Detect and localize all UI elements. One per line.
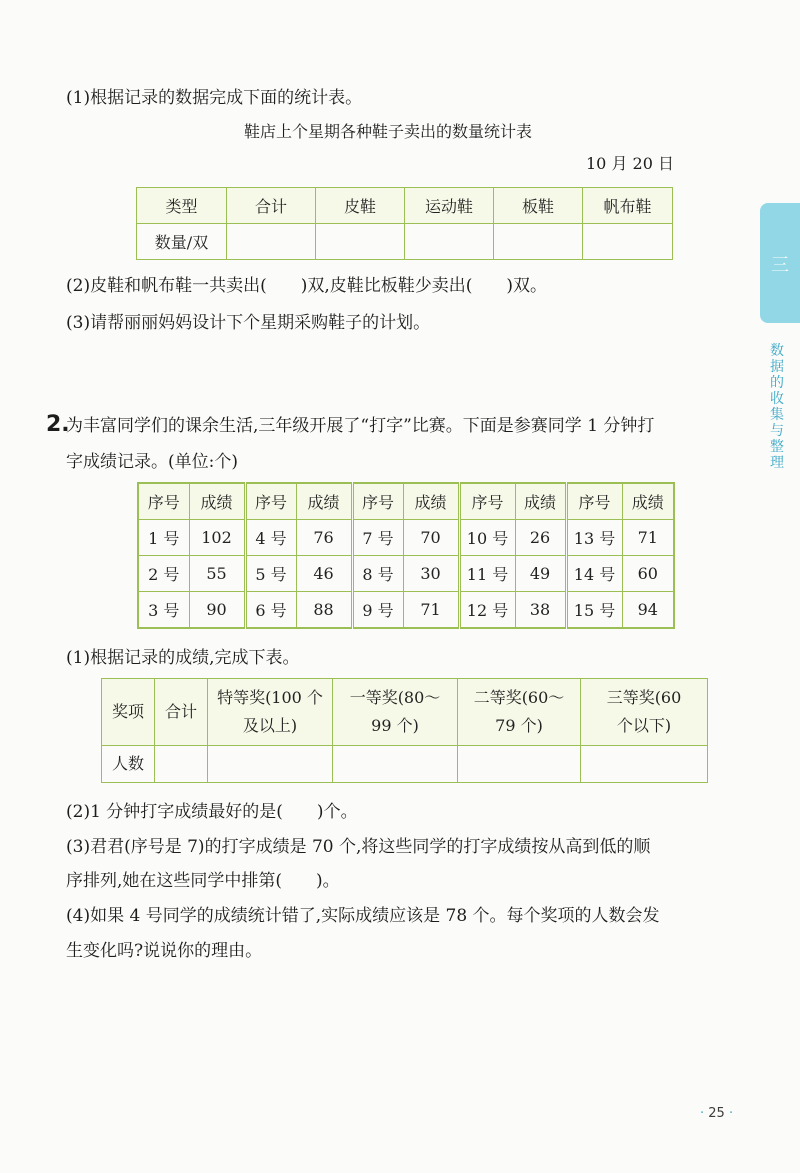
table-title: 鞋店上个星期各种鞋子卖出的数量统计表: [244, 122, 533, 141]
header-third-award: [581, 679, 708, 746]
page-number-text: 25: [708, 1106, 725, 1121]
header-text: 三等奖(60: [606, 688, 682, 707]
header-cell: 合计: [155, 679, 208, 746]
record-score: 55: [189, 556, 245, 592]
question-2-1: (1)根据记录的成绩,完成下表。: [66, 648, 300, 668]
record-id: 15 号: [566, 592, 622, 629]
header-text: 二等奖(60～: [473, 688, 565, 707]
table-row: [138, 556, 674, 592]
header-text: 一等奖(80～: [349, 688, 441, 707]
table-date: 10 月 20 日: [586, 154, 674, 173]
question-2-4-line2: 生变化吗?说说你的理由。: [66, 941, 263, 961]
blank-cell[interactable]: [208, 746, 333, 783]
record-score: 49: [515, 556, 566, 592]
record-score: 30: [403, 556, 459, 592]
row-label: 人数: [102, 746, 155, 783]
record-id: 5 号: [245, 556, 296, 592]
record-score: 60: [622, 556, 674, 592]
page-dot: ·: [700, 1106, 705, 1121]
problem-number: 2.: [46, 412, 70, 437]
typing-record-table: [137, 482, 675, 629]
blank-cell[interactable]: [583, 224, 673, 260]
header-cell: 序号: [138, 483, 189, 520]
record-score: 76: [296, 520, 352, 556]
record-id: 4 号: [245, 520, 296, 556]
question-1-1: (1)根据记录的数据完成下面的统计表。: [66, 88, 363, 108]
record-id: 2 号: [138, 556, 189, 592]
question-2-2: (2)1 分钟打字成绩最好的是( )个。: [66, 802, 358, 822]
header-cell: 奖项: [102, 679, 155, 746]
record-score: 38: [515, 592, 566, 629]
blank-cell[interactable]: [333, 746, 458, 783]
header-special-award: [208, 679, 333, 746]
header-cell: 序号: [245, 483, 296, 520]
record-score: 94: [622, 592, 674, 629]
record-score: 102: [189, 520, 245, 556]
record-header-row: [138, 483, 674, 520]
award-table: [101, 678, 708, 783]
header-text: 99 个): [371, 716, 419, 735]
record-score: 71: [622, 520, 674, 556]
question-2-3-line2: 序排列,她在这些同学中排第( )。: [66, 871, 340, 891]
table-row: [137, 224, 673, 260]
record-id: 7 号: [352, 520, 403, 556]
record-score: 90: [189, 592, 245, 629]
header-text: 个以下): [616, 716, 672, 735]
header-cell: 合计: [227, 188, 316, 224]
header-cell: 序号: [566, 483, 622, 520]
record-id: 12 号: [459, 592, 515, 629]
page-dot: ·: [728, 1106, 734, 1121]
header-cell: 成绩: [403, 483, 459, 520]
blank-cell[interactable]: [494, 224, 583, 260]
table-row: [138, 592, 674, 629]
record-id: 3 号: [138, 592, 189, 629]
blank-cell[interactable]: [458, 746, 581, 783]
blank-cell[interactable]: [155, 746, 208, 783]
record-id: 1 号: [138, 520, 189, 556]
record-score: 88: [296, 592, 352, 629]
header-cell: 成绩: [189, 483, 245, 520]
header-cell: 板鞋: [494, 188, 583, 224]
record-id: 14 号: [566, 556, 622, 592]
table-header-row: [137, 188, 673, 224]
chapter-title: 数据的收集与整理: [770, 343, 784, 471]
blank-cell[interactable]: [227, 224, 316, 260]
problem-intro-line1: 为丰富同学们的课余生活,三年级开展了“打字”比赛。下面是参赛同学 1 分钟打: [66, 416, 655, 436]
row-label: 数量/双: [137, 224, 227, 260]
header-text: 79 个): [495, 716, 543, 735]
header-text: 特等奖(100 个: [217, 688, 323, 707]
header-first-award: [333, 679, 458, 746]
problem-intro-line2: 字成绩记录。(单位:个): [66, 452, 238, 472]
record-id: 9 号: [352, 592, 403, 629]
header-cell: 皮鞋: [316, 188, 405, 224]
question-2-4-line1: (4)如果 4 号同学的成绩统计错了,实际成绩应该是 78 个。每个奖项的人数会发: [66, 906, 660, 926]
header-cell: 成绩: [296, 483, 352, 520]
header-cell: 序号: [459, 483, 515, 520]
record-id: 10 号: [459, 520, 515, 556]
record-score: 26: [515, 520, 566, 556]
chapter-tab[interactable]: [760, 203, 800, 323]
header-cell: 帆布鞋: [583, 188, 673, 224]
blank-cell[interactable]: [316, 224, 405, 260]
question-2-3-line1: (3)君君(序号是 7)的打字成绩是 70 个,将这些同学的打字成绩按从高到低的顺: [66, 837, 651, 857]
header-second-award: [458, 679, 581, 746]
page-number: [700, 1106, 733, 1121]
table-row: [138, 520, 674, 556]
header-cell: 运动鞋: [405, 188, 494, 224]
header-cell: 类型: [137, 188, 227, 224]
shoe-sales-table: [136, 187, 673, 260]
record-score: 70: [403, 520, 459, 556]
record-id: 8 号: [352, 556, 403, 592]
record-id: 6 号: [245, 592, 296, 629]
record-score: 46: [296, 556, 352, 592]
header-text: 及以上): [242, 716, 298, 735]
award-header-row: [102, 679, 708, 746]
chapter-number: 三: [771, 255, 789, 276]
record-score: 71: [403, 592, 459, 629]
header-cell: 成绩: [622, 483, 674, 520]
question-1-3: (3)请帮丽丽妈妈设计下个星期采购鞋子的计划。: [66, 313, 431, 333]
header-cell: 序号: [352, 483, 403, 520]
table-row: [102, 746, 708, 783]
header-cell: 成绩: [515, 483, 566, 520]
blank-cell[interactable]: [581, 746, 708, 783]
record-id: 13 号: [566, 520, 622, 556]
record-id: 11 号: [459, 556, 515, 592]
blank-cell[interactable]: [405, 224, 494, 260]
question-1-2: (2)皮鞋和帆布鞋一共卖出( )双,皮鞋比板鞋少卖出( )双。: [66, 276, 548, 296]
